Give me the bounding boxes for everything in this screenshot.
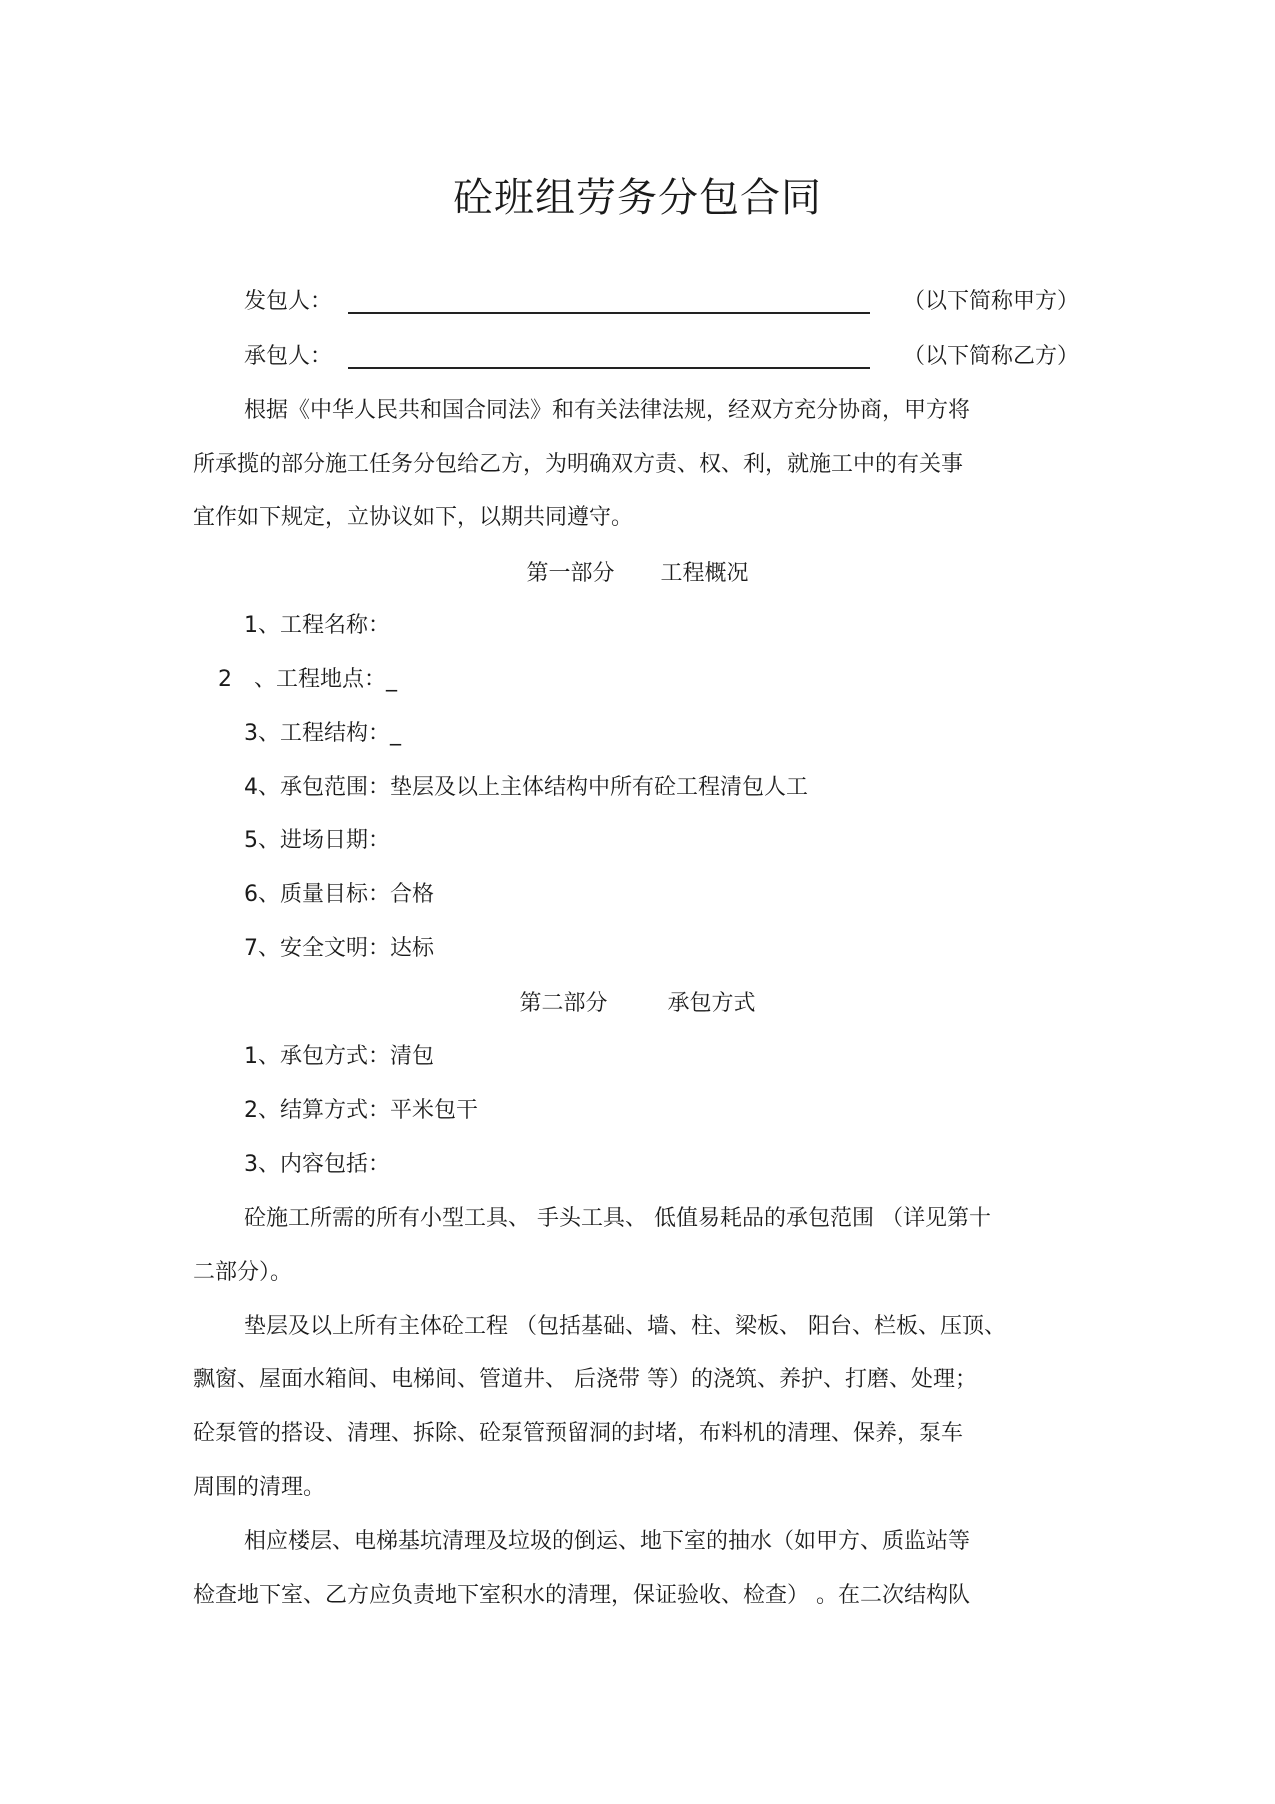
preamble-line: 宜作如下规定，立协议如下，以期共同遵守。	[193, 505, 634, 530]
item-text: 、质量目标：合格	[258, 882, 435, 907]
part2-heading	[0, 990, 1275, 1018]
part1-heading-title: 工程概况	[660, 561, 749, 586]
part2-item	[244, 1043, 434, 1071]
part2-heading-title: 承包方式	[667, 991, 756, 1016]
part1-item	[244, 612, 390, 640]
part1-heading	[0, 560, 1275, 588]
item-text: 、内容包括：	[258, 1152, 391, 1177]
item-number: 3	[244, 721, 258, 746]
item-number: 2	[218, 667, 232, 692]
part2-heading-number: 第二部分	[519, 991, 608, 1016]
item-text: 、进场日期：	[258, 828, 391, 853]
item-text: 、工程名称：	[258, 613, 391, 638]
item-text: 、结算方式：平米包干	[258, 1098, 479, 1123]
item-number: 4	[244, 775, 258, 800]
preamble-line: 根据《中华人民共和国合同法》和有关法律法规，经双方充分协商，甲方将	[244, 398, 971, 423]
item-number: 1	[244, 613, 258, 638]
item-text: 、承包范围：垫层及以上主体结构中所有砼工程清包人工	[258, 775, 809, 800]
page-title: 砼班组劳务分包合同	[453, 175, 822, 221]
item-text: 、承包方式：清包	[258, 1044, 435, 1069]
item-text: 、安全文明：达标	[258, 936, 435, 961]
part1-item	[244, 720, 401, 748]
part1-item	[244, 774, 808, 802]
employer-blank-line	[348, 312, 870, 314]
part1-heading-number: 第一部分	[526, 561, 615, 586]
content-line: 周围的清理。	[193, 1475, 326, 1500]
content-line: 飘窗、屋面水箱间、电梯间、管道井、 后浇带 等）的浇筑、养护、打磨、处理；	[193, 1367, 977, 1392]
part2-item	[244, 1151, 390, 1179]
content-line: 砼泵管的搭设、清理、拆除、砼泵管预留洞的封堵，布料机的清理、保养，泵车	[193, 1421, 964, 1446]
item-text: 、工程结构：_	[258, 721, 402, 746]
item-number: 2	[244, 1098, 258, 1123]
employer-label: 发包人：	[244, 289, 333, 314]
content-line: 二部分）。	[193, 1260, 293, 1285]
content-line: 砼施工所需的所有小型工具、 手头工具、 低值易耗品的承包范围 （详见第十	[244, 1206, 991, 1231]
item-number: 1	[244, 1044, 258, 1069]
part1-item	[244, 827, 390, 855]
item-text: 、工程地点：_	[254, 667, 398, 692]
item-number: 5	[244, 828, 258, 853]
part1-item	[218, 666, 397, 694]
contractor-note: （以下简称乙方）	[903, 344, 1080, 369]
part1-item	[244, 881, 434, 909]
content-line: 相应楼层、电梯基坑清理及垃圾的倒运、地下室的抽水（如甲方、质监站等	[244, 1529, 971, 1554]
employer-note: （以下简称甲方）	[903, 289, 1080, 314]
part1-item	[244, 935, 434, 963]
item-number: 6	[244, 882, 258, 907]
contractor-blank-line	[348, 367, 870, 369]
part2-item	[244, 1097, 478, 1125]
preamble-line: 所承揽的部分施工任务分包给乙方，为明确双方责、权、利，就施工中的有关事	[193, 452, 964, 477]
content-line: 垫层及以上所有主体砼工程 （包括基础、墙、柱、梁板、 阳台、栏板、压顶、	[244, 1314, 1006, 1339]
content-line: 检查地下室、乙方应负责地下室积水的清理，保证验收、检查） 。在二次结构队	[193, 1583, 970, 1608]
contractor-label: 承包人：	[244, 344, 333, 369]
item-number: 3	[244, 1152, 258, 1177]
item-number: 7	[244, 936, 258, 961]
